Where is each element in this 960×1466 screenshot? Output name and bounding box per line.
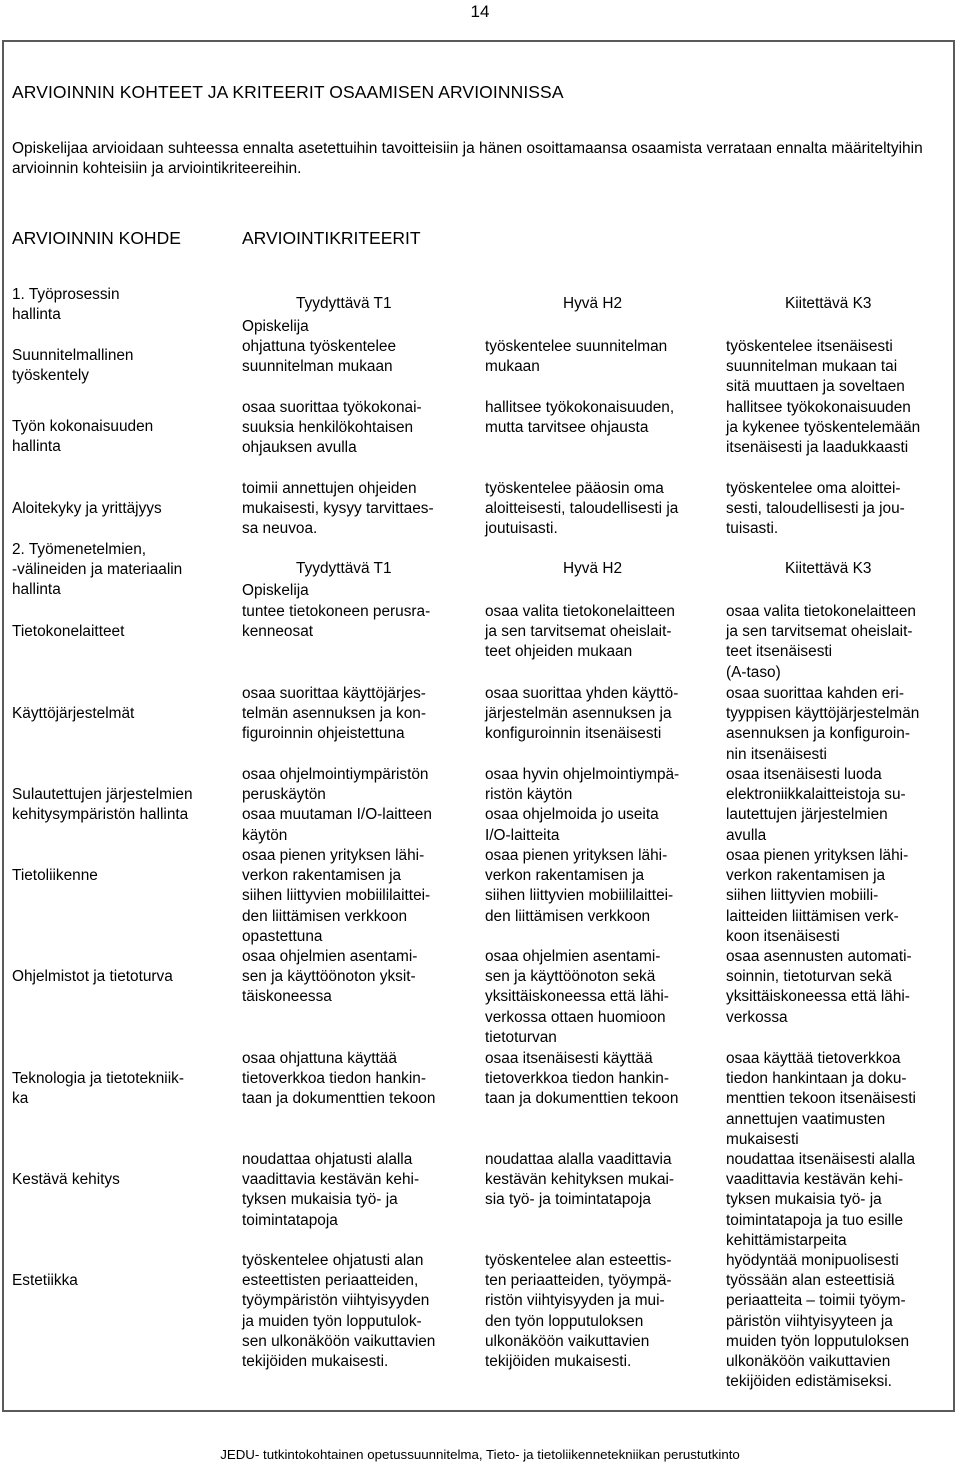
header-arvioinnin-kohde: ARVIOINNIN KOHDE xyxy=(12,228,181,248)
criterion-h2: osaa valita tietokonelaitteen ja sen tarvitsemat oheislait- teet ohjeiden mukaan xyxy=(485,603,675,661)
criterion-k3: osaa käyttää tietoverkkoa tiedon hankintaan ja doku- menttien tekoon itsenäisesti annettujen vaatimusten mukaisesti xyxy=(726,1050,916,1148)
criterion-k3: osaa valita tietokonelaitteen ja sen tarvitsemat oheislait- teet itsenäisesti (A-taso) xyxy=(726,603,916,681)
criterion-k3: noudattaa itsenäisesti alalla vaadittavia kestävän kehi- tyksen mukaisia työ- ja toimintatapoja ja tuo esille kehittämistarpeita xyxy=(726,1151,916,1249)
criterion-t1: osaa suorittaa työkokonai- suuksia henkilökohtaisen ohjauksen avulla xyxy=(242,399,422,457)
criterion-t1: osaa ohjelmointiympäristön peruskäytön osaa muutaman I/O-laitteen käytön xyxy=(242,766,432,844)
criterion-k3: osaa asennusten automati- soinnin, tietoturvan sekä yksittäiskoneessa että lähi- verkossa xyxy=(726,948,912,1026)
opiskelija-label: Opiskelija xyxy=(242,582,309,599)
criterion-t1: osaa suorittaa käyttöjärjes- telmän asennuksen ja kon- figuroinnin ohjeistettuna xyxy=(242,685,426,743)
criterion-h2: osaa pienen yrityksen lähi- verkon rakentamisen ja siihen liittyvien mobiililaittei- den liittämisen verkkoon xyxy=(485,847,674,925)
page-title: ARVIOINNIN KOHTEET JA KRITEERIT OSAAMISEN ARVIOINNISSA xyxy=(12,82,564,102)
section1-title: 1. Työprosessin hallinta xyxy=(12,286,120,324)
criterion-t1: osaa ohjelmien asentami- sen ja käyttöönoton yksit- täiskoneessa xyxy=(242,948,418,1006)
criterion-k3: osaa suorittaa kahden eri- tyyppisen käyttöjärjestelmän asennuksen ja konfiguroin- nin itsenäisesti xyxy=(726,685,920,763)
criterion-h2: osaa hyvin ohjelmointiympä- ristön käytön osaa ohjelmoida jo useita I/O-laitteita xyxy=(485,766,680,844)
criterion-t1: työskentelee ohjatusti alan esteettisten periaatteiden, työympäristön viihtyisyyden ja muiden työn lopputulok- sen ulkonäköön vaikuttavien tekijöiden mukaisesti. xyxy=(242,1252,436,1371)
criterion-t1: noudattaa ohjatusti alalla vaadittavia kestävän kehi- tyksen mukaisia työ- ja toimintatapoja xyxy=(242,1151,420,1229)
criterion-h2: työskentelee suunnitelman mukaan xyxy=(485,338,668,376)
criterion-kohde: Sulautettujen järjestelmien kehitysympäristön hallinta xyxy=(12,786,193,824)
criterion-k3: hyödyntää monipuolisesti työssään alan esteettisiä periaatteita – toimii työym- päristön viihtyisyyteen ja muiden työn lopputuloksen ulkonäköön vaikuttavien tekijöiden edistämiseksi. xyxy=(726,1252,910,1391)
criterion-h2: osaa ohjelmien asentami- sen ja käyttöönoton sekä yksittäiskoneessa että lähi- verkossa ottaen huomioon tietoturvan xyxy=(485,948,669,1046)
criterion-t1: ohjattuna työskentelee suunnitelman mukaan xyxy=(242,338,397,376)
criterion-k3: työskentelee oma aloittei- sesti, taloudellisesti ja jou- tuisasti. xyxy=(726,480,905,538)
criterion-h2: noudattaa alalla vaadittavia kestävän kehityksen mukai- sia työ- ja toimintatapoja xyxy=(485,1151,675,1209)
criterion-h2: hallitsee työkokonaisuuden, mutta tarvitsee ohjausta xyxy=(485,399,675,437)
criterion-kohde: Estetiikka xyxy=(12,1272,78,1289)
criterion-kohde: Ohjelmistot ja tietoturva xyxy=(12,968,173,985)
criterion-k3: hallitsee työkokonaisuuden ja kykenee työskentelemään itsenäisesti ja laadukkaasti xyxy=(726,399,921,457)
level-k3-label: Kiitettävä K3 xyxy=(785,560,872,577)
criterion-kohde: Työn kokonaisuuden hallinta xyxy=(12,418,154,456)
criterion-h2: työskentelee pääosin oma aloitteisesti, taloudellisesti ja joutuisasti. xyxy=(485,480,679,538)
level-k3-label: Kiitettävä K3 xyxy=(785,295,872,312)
criterion-kohde: Tietoliikenne xyxy=(12,867,98,884)
level-t1-label: Tyydyttävä T1 xyxy=(296,560,392,577)
opiskelija-label: Opiskelija xyxy=(242,318,309,335)
section2-title: 2. Työmenetelmien, -välineiden ja materiaalin hallinta xyxy=(12,541,183,599)
page-number: 14 xyxy=(470,2,490,21)
criterion-kohde: Aloitekyky ja yrittäjyys xyxy=(12,500,162,517)
criterion-k3: osaa pienen yrityksen lähi- verkon rakentamisen ja siihen liittyvien mobiili- laitteiden liittämisen verk- koon itsenäisesti xyxy=(726,847,909,945)
level-t1-label: Tyydyttävä T1 xyxy=(296,295,392,312)
criterion-h2: osaa itsenäisesti käyttää tietoverkkoa tiedon hankin- taan ja dokumenttien tekoon xyxy=(485,1050,679,1108)
criterion-kohde: Tietokonelaitteet xyxy=(12,623,125,640)
criterion-t1: tuntee tietokoneen perusra- kenneosat xyxy=(242,603,431,641)
criterion-k3: osaa itsenäisesti luoda elektroniikkalaitteistoja su- lautettujen järjestelmien avulla xyxy=(726,766,906,844)
criterion-h2: osaa suorittaa yhden käyttö- järjestelmän asennuksen ja konfiguroinnin itsenäisesti xyxy=(485,685,679,743)
header-arviointikriteerit: ARVIOINTIKRITEERIT xyxy=(242,228,421,248)
criterion-kohde: Suunnitelmallinen työskentely xyxy=(12,347,134,385)
intro-paragraph: Opiskelijaa arvioidaan suhteessa ennalta asetettuihin tavoitteisiin ja hänen osoittamaansa osaamista verrataan ennalta määriteltyihin arvioinnin kohteisiin ja arviointikriteereihin. xyxy=(12,140,923,177)
criterion-kohde: Käyttöjärjestelmät xyxy=(12,705,135,722)
criterion-t1: toimii annettujen ohjeiden mukaisesti, kysyy tarvittaes- sa neuvoa. xyxy=(242,480,434,538)
criterion-kohde: Teknologia ja tietotekniik- ka xyxy=(12,1070,184,1108)
level-h2-label: Hyvä H2 xyxy=(563,560,623,577)
criterion-t1: osaa ohjattuna käyttää tietoverkkoa tiedon hankin- taan ja dokumenttien tekoon xyxy=(242,1050,436,1108)
criterion-kohde: Kestävä kehitys xyxy=(12,1171,120,1188)
level-h2-label: Hyvä H2 xyxy=(563,295,623,312)
criterion-t1: osaa pienen yrityksen lähi- verkon rakentamisen ja siihen liittyvien mobiililaittei- den liittämisen verkkoon opastettuna xyxy=(242,847,431,945)
criterion-k3: työskentelee itsenäisesti suunnitelman mukaan tai sitä muuttaen ja soveltaen xyxy=(726,338,905,396)
criterion-h2: työskentelee alan esteettis- ten periaatteiden, työympä- ristön viihtyisyyden ja mui- den työn lopputuloksen ulkonäköön vaikuttavien tekijöiden mukaisesti. xyxy=(485,1252,672,1371)
page-footer: JEDU- tutkintokohtainen opetussuunnitelma, Tieto- ja tietoliikennetekniikan perustutkinto xyxy=(220,1447,740,1462)
